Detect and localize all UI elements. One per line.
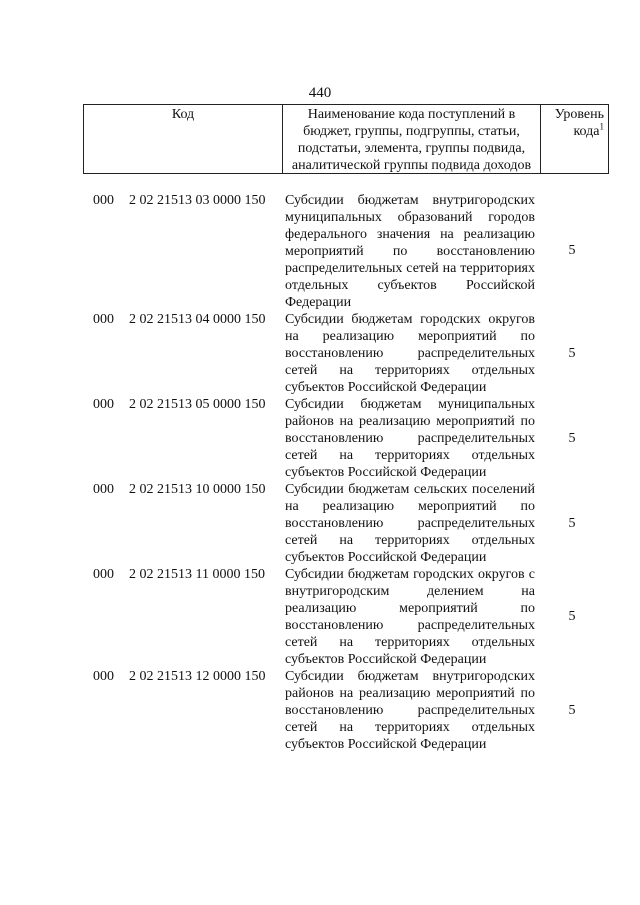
row-name: Субсидии бюджетам сельских поселений на реализацию мероприятий по восстановлению распределительных сетей на территориях отдельных субъектов Российской Федерации	[285, 482, 535, 565]
table-row	[0, 192, 640, 311]
header-level-label: Уровень кода	[554, 107, 604, 139]
table-row	[0, 566, 640, 668]
table-row	[0, 396, 640, 481]
row-code: 2 02 21513 11 0000 150	[129, 567, 265, 582]
row-prefix: 000	[93, 397, 114, 412]
row-code: 2 02 21513 04 0000 150	[129, 312, 266, 327]
row-level: 5	[568, 431, 576, 446]
row-name: Субсидии бюджетам муниципальных районов на реализацию мероприятий по восстановлению распределительных сетей на территориях отдельных субъектов Российской Федерации	[285, 397, 535, 480]
row-prefix: 000	[93, 669, 114, 684]
row-code: 2 02 21513 05 0000 150	[129, 397, 266, 412]
table-row	[0, 481, 640, 566]
row-name: Субсидии бюджетам городских округов на реализацию мероприятий по восстановлению распределительных сетей на территориях отдельных субъектов Российской Федерации	[285, 312, 535, 395]
row-code: 2 02 21513 10 0000 150	[129, 482, 266, 497]
header-level	[541, 105, 608, 173]
row-prefix: 000	[93, 193, 114, 208]
row-level: 5	[568, 346, 576, 361]
row-name: Субсидии бюджетам внутригородских муниципальных образований городов федерального значения на реализацию мероприятий по восстановлению распределительных сетей на территориях отдельных субъектов Российской Федерации	[285, 193, 535, 310]
row-prefix: 000	[93, 312, 114, 327]
row-level: 5	[568, 243, 576, 258]
row-level: 5	[568, 609, 576, 624]
row-name: Субсидии бюджетам городских округов с внутригородским делением на реализацию мероприятий по восстановлению распределительных сетей на территориях отдельных субъектов Российской Федерации	[285, 567, 535, 667]
row-prefix: 000	[93, 482, 114, 497]
header-name: Наименование кода поступлений в бюджет, группы, подгруппы, статьи, подстатьи, элемента, группы подвида, аналитической группы подвида доходов	[283, 105, 541, 173]
header-level-footnote: 1	[599, 121, 604, 132]
header-code: Код	[84, 105, 283, 173]
table-row	[0, 668, 640, 753]
row-code: 2 02 21513 12 0000 150	[129, 669, 266, 684]
row-level: 5	[568, 516, 576, 531]
table-row	[0, 311, 640, 396]
row-code: 2 02 21513 03 0000 150	[129, 193, 266, 208]
row-level: 5	[568, 703, 576, 718]
row-name: Субсидии бюджетам внутригородских районов на реализацию мероприятий по восстановлению распределительных сетей на территориях отдельных субъектов Российской Федерации	[285, 669, 535, 752]
page-number: 440	[308, 85, 332, 101]
row-prefix: 000	[93, 567, 114, 582]
table-header	[83, 104, 609, 174]
table-body	[0, 192, 640, 753]
